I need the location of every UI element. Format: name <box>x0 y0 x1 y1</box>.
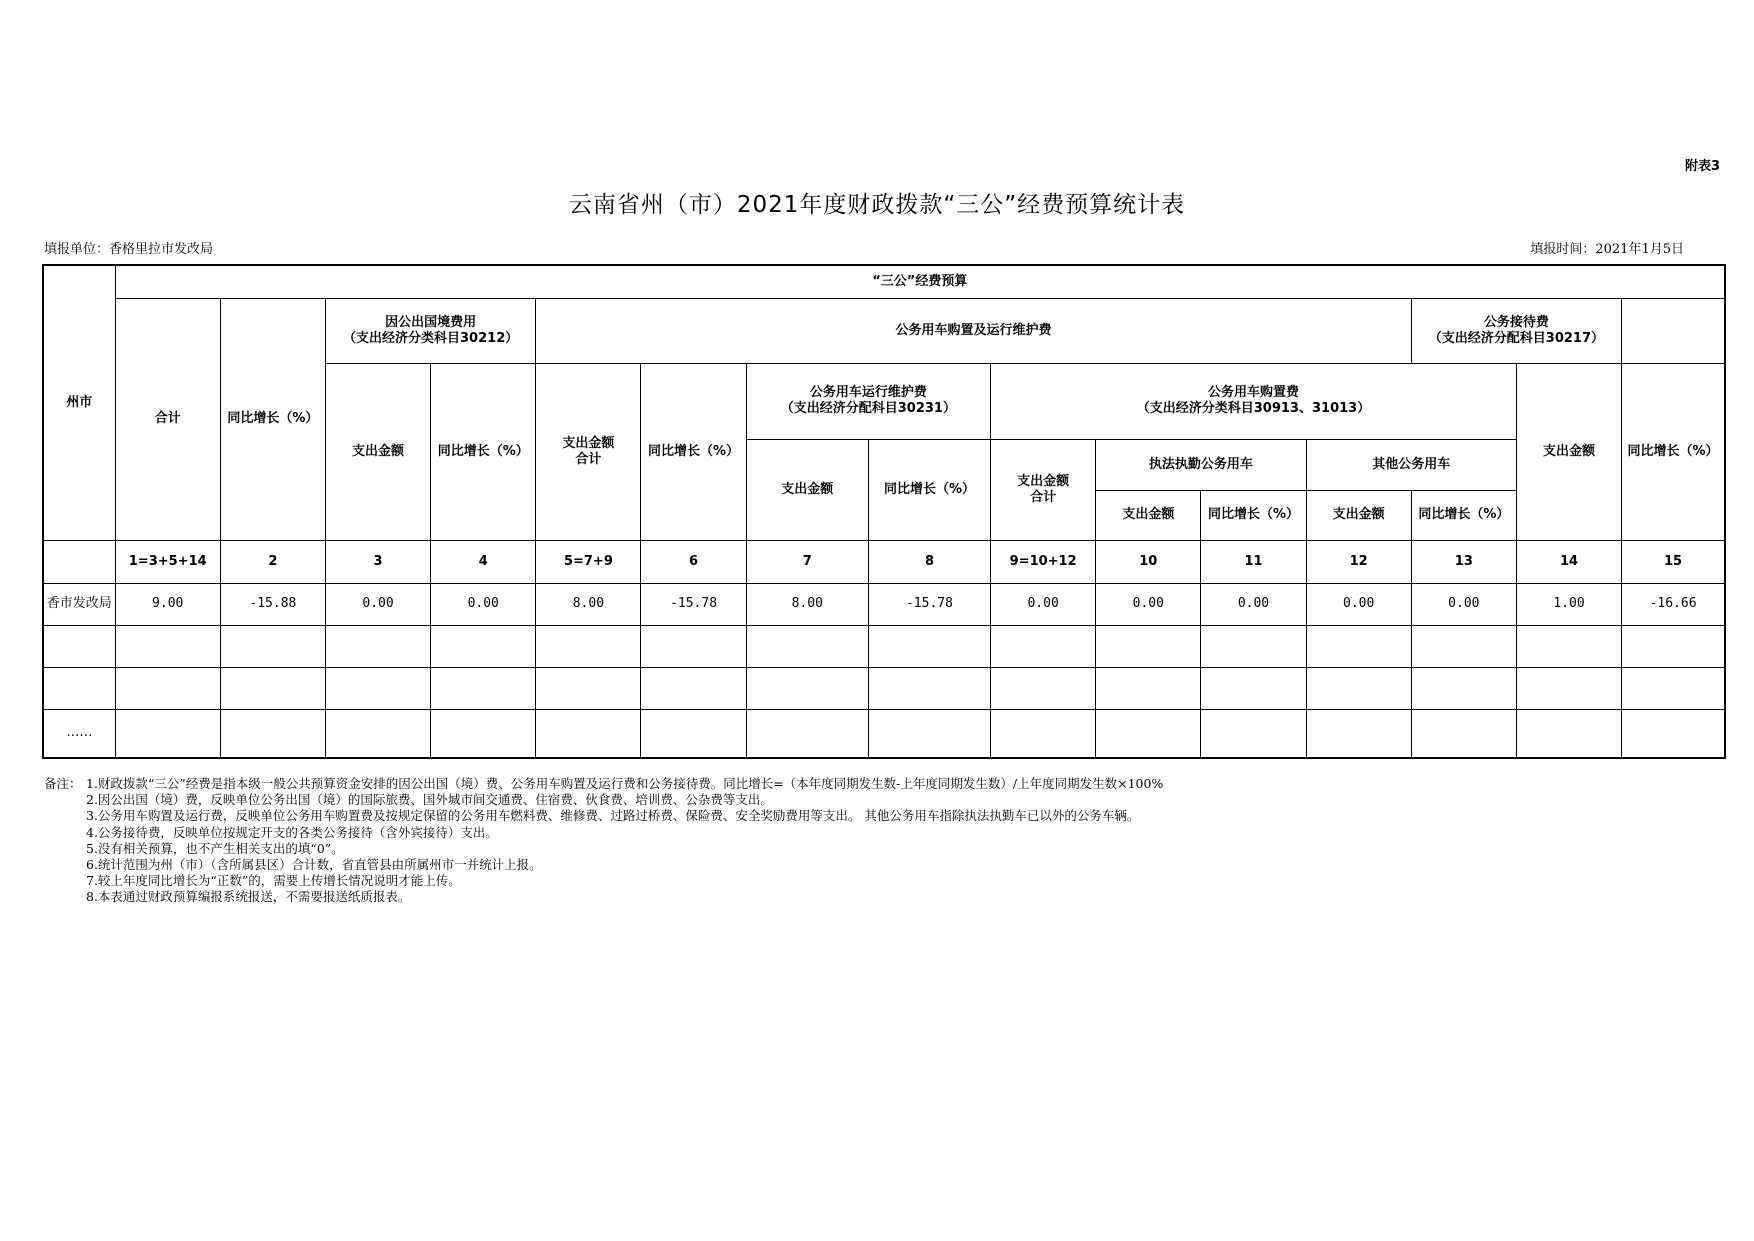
table-cell <box>746 667 868 709</box>
header-other-vehicles: 其他公务用车 <box>1306 439 1516 490</box>
table-cell <box>536 709 641 758</box>
table-cell: 9.00 <box>115 583 220 625</box>
header-vehicle-purchase: 公务用车购置费 （支出经济分类科目30913、31013） <box>991 363 1517 439</box>
header-law-yoy: 同比增长（%） <box>1201 490 1306 540</box>
row-region <box>43 667 115 709</box>
column-number-row <box>43 540 1725 583</box>
table-cell: 1.00 <box>1516 583 1621 625</box>
page-title: 云南省州（市）2021年度财政拨款“三公”经费预算统计表 <box>568 192 1186 218</box>
column-number: 14 <box>1516 540 1621 583</box>
table-cell <box>115 625 220 667</box>
table-cell: -15.88 <box>220 583 325 625</box>
table-cell <box>115 709 220 758</box>
table-cell <box>325 667 430 709</box>
table-cell <box>220 709 325 758</box>
table-row <box>43 625 1725 667</box>
table-cell <box>641 667 746 709</box>
header-reception-amount: 支出金额 <box>1516 363 1621 540</box>
header-other-yoy: 同比增长（%） <box>1411 490 1516 540</box>
table-cell <box>1096 625 1201 667</box>
table-cell <box>868 625 990 667</box>
column-number: 7 <box>746 540 868 583</box>
notes-prefix: 备注： <box>44 776 82 791</box>
table-cell <box>1516 667 1621 709</box>
table-cell <box>1622 625 1725 667</box>
table-cell <box>325 709 430 758</box>
notes-block <box>44 776 1163 906</box>
column-number: 6 <box>641 540 746 583</box>
header-total-yoy: 同比增长（%） <box>220 298 325 540</box>
column-number: 1=3+5+14 <box>115 540 220 583</box>
table-cell <box>1516 625 1621 667</box>
column-number: 11 <box>1201 540 1306 583</box>
note-item: 2.因公出国（境）费，反映单位公务出国（境）的国际旅费、国外城市间交通费、住宿费、伙食费、培训费、公杂费等支出。 <box>86 792 773 808</box>
note-item: 7.较上年度同比增长为“正数”的，需要上传增长情况说明才能上传。 <box>86 873 461 889</box>
table-cell <box>431 625 536 667</box>
header-running-amount: 支出金额 <box>746 439 868 540</box>
table-cell: 8.00 <box>746 583 868 625</box>
table-cell <box>868 709 990 758</box>
header-vehicle-running: 公务用车运行维护费 （支出经济分配科目30231） <box>746 363 990 439</box>
note-item: 6.统计范围为州（市）（含所属县区）合计数，省直管县由所属州市一并统计上报。 <box>86 857 542 873</box>
header-overseas-yoy: 同比增长（%） <box>431 363 536 540</box>
header-total: 合计 <box>115 298 220 540</box>
header-running-yoy: 同比增长（%） <box>868 439 990 540</box>
reporting-date: 填报时间：2021年1月5日 <box>1530 242 1684 257</box>
row-region: …… <box>43 709 115 758</box>
reporting-unit: 填报单位：香格里拉市发改局 <box>44 242 214 257</box>
column-number: 5=7+9 <box>536 540 641 583</box>
table-cell: 0.00 <box>325 583 430 625</box>
header-budget-group: “三公”经费预算 <box>115 265 1725 298</box>
table-row <box>43 667 1725 709</box>
header-vehicle-yoy: 同比增长（%） <box>641 363 746 540</box>
column-number: 13 <box>1411 540 1516 583</box>
annex-label: 附表3 <box>1684 159 1720 174</box>
table-cell <box>1411 625 1516 667</box>
header-reception-yoy: 同比增长（%） <box>1622 363 1725 540</box>
table-cell <box>991 625 1096 667</box>
column-number: 12 <box>1306 540 1411 583</box>
table-cell: 0.00 <box>991 583 1096 625</box>
column-number: 4 <box>431 540 536 583</box>
header-other-amount: 支出金额 <box>1306 490 1411 540</box>
table-cell: 0.00 <box>431 583 536 625</box>
note-item: 3.公务用车购置及运行费，反映单位公务用车购置费及按规定保留的公务用车燃料费、维修费、过路过桥费、保险费、安全奖励费用等支出。 其他公务用车指除执法执勤车已以外的公务车辆。 <box>86 808 1140 824</box>
table-cell <box>220 625 325 667</box>
table-cell: -15.78 <box>868 583 990 625</box>
table-cell <box>1096 667 1201 709</box>
table-cell: 8.00 <box>536 583 641 625</box>
table-cell <box>1516 709 1621 758</box>
table-cell <box>868 667 990 709</box>
column-number: 8 <box>868 540 990 583</box>
note-item: 8.本表通过财政预算编报系统报送，不需要报送纸质报表。 <box>86 889 411 905</box>
table-cell <box>536 625 641 667</box>
table-cell <box>1622 667 1725 709</box>
table-cell: 0.00 <box>1306 583 1411 625</box>
table-cell <box>1622 709 1725 758</box>
table-cell <box>1411 709 1516 758</box>
row-region: 香市发改局 <box>43 583 115 625</box>
table-cell <box>325 625 430 667</box>
table-cell <box>1201 625 1306 667</box>
table-cell <box>115 667 220 709</box>
column-number: 10 <box>1096 540 1201 583</box>
table-cell <box>431 709 536 758</box>
table-cell: -16.66 <box>1622 583 1725 625</box>
table-cell <box>1411 667 1516 709</box>
note-item: 4.公务接待费，反映单位按规定开支的各类公务接待（含外宾接待）支出。 <box>86 824 498 840</box>
column-number: 2 <box>220 540 325 583</box>
header-overseas-amount: 支出金额 <box>325 363 430 540</box>
table-cell <box>1201 709 1306 758</box>
table-cell <box>1096 709 1201 758</box>
header-region: 州市 <box>43 265 115 540</box>
table-cell: 0.00 <box>1201 583 1306 625</box>
header-vehicle-total-amount: 支出金额 合计 <box>536 363 641 540</box>
header-law-enforcement: 执法执勤公务用车 <box>1096 439 1306 490</box>
table-cell <box>536 667 641 709</box>
table-cell <box>1306 667 1411 709</box>
header-vehicle: 公务用车购置及运行维护费 <box>536 298 1411 363</box>
table-cell <box>1201 667 1306 709</box>
table-cell <box>746 709 868 758</box>
table-row <box>43 583 1725 625</box>
row-region <box>43 625 115 667</box>
table-cell <box>1306 709 1411 758</box>
table-cell <box>641 625 746 667</box>
table-cell <box>991 709 1096 758</box>
column-number: 15 <box>1622 540 1725 583</box>
column-number: 9=10+12 <box>991 540 1096 583</box>
table-cell: -15.78 <box>641 583 746 625</box>
table-cell: 0.00 <box>1411 583 1516 625</box>
table-cell: 0.00 <box>1096 583 1201 625</box>
column-number: 3 <box>325 540 430 583</box>
header-law-amount: 支出金额 <box>1096 490 1201 540</box>
budget-table <box>42 264 1726 759</box>
table-cell <box>1306 625 1411 667</box>
header-reception: 公务接待费 （支出经济分配科目30217） <box>1411 298 1621 363</box>
table-cell <box>991 667 1096 709</box>
table-cell <box>431 667 536 709</box>
header-overseas: 因公出国境费用 （支出经济分类科目30212） <box>325 298 535 363</box>
table-cell <box>220 667 325 709</box>
table-cell <box>746 625 868 667</box>
note-item: 5.没有相关预算，也不产生相关支出的填“0”。 <box>86 840 344 856</box>
column-number-blank <box>43 540 115 583</box>
table-row <box>43 709 1725 758</box>
table-cell <box>641 709 746 758</box>
header-purchase-total-amount: 支出金额 合计 <box>991 439 1096 540</box>
note-item: 1.财政拨款“三公”经费是指本级一般公共预算资金安排的因公出国（境）费、公务用车购置及运行费和公务接待费。同比增长=（本年度同期发生数-上年度同期发生数）/上年度同期发生数×100% <box>86 776 1164 791</box>
